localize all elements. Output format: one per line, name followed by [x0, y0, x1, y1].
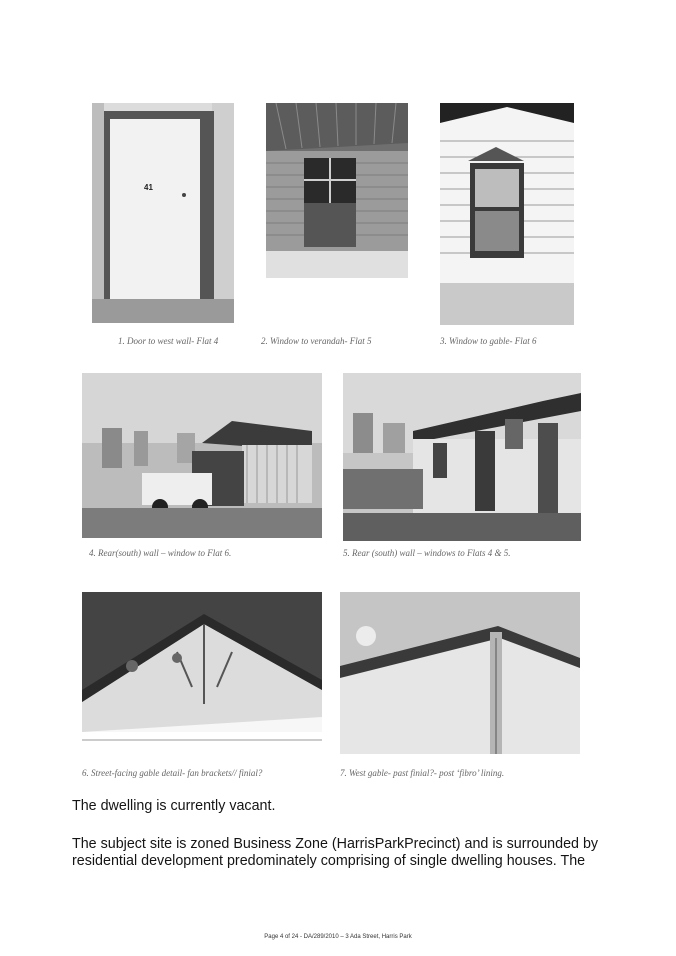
caption-6: 6. Street-facing gable detail- fan brackets// finial? — [82, 768, 263, 778]
caption-5: 5. Rear (south) wall – windows to Flats 4 & 5. — [343, 548, 511, 558]
photo-2-window-verandah — [266, 103, 408, 278]
photo-5-rear-south-wall-flats — [343, 373, 581, 541]
page-footer: Page 4 of 24 - DA/289/2010 – 3 Ada Street, Harris Park — [264, 934, 412, 940]
photo-7-west-gable — [340, 592, 580, 754]
caption-1: 1. Door to west wall- Flat 4 — [118, 336, 219, 346]
caption-7: 7. West gable- past finial?- post ‘fibro’ lining. — [340, 768, 505, 778]
photo-3-window-gable — [440, 103, 574, 325]
caption-2: 2. Window to verandah- Flat 5 — [261, 336, 372, 346]
body-paragraph-2-line-1: The subject site is zoned Business Zone (HarrisParkPrecinct) and is surrounded by — [72, 836, 599, 852]
caption-3: 3. Window to gable- Flat 6 — [440, 336, 537, 346]
body-paragraph-1: The dwelling is currently vacant. — [72, 798, 276, 814]
caption-4: 4. Rear(south) wall – window to Flat 6. — [89, 548, 232, 558]
body-paragraph-2-line-2: residential development predominately comprising of single dwelling houses. The — [72, 853, 586, 869]
photo-4-rear-south-wall — [82, 373, 322, 538]
door-number: 41 — [144, 183, 153, 192]
photo-1-door-west-wall — [92, 103, 234, 323]
photo-6-street-gable — [82, 592, 322, 755]
